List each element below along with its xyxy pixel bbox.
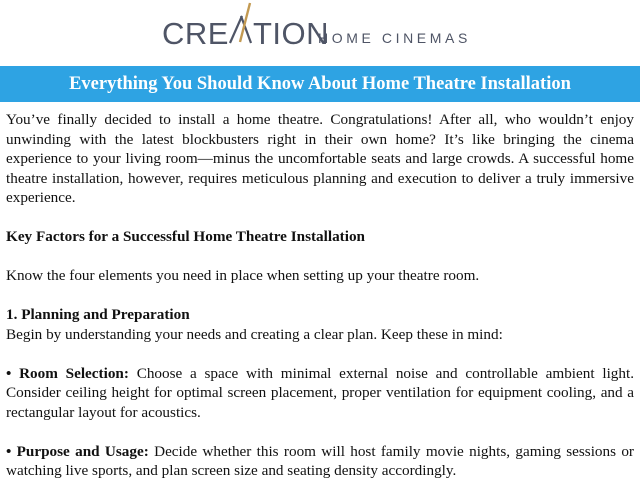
- logo-text-end: TION: [252, 16, 330, 51]
- bullet-text: Decide whether this room will host family movie nights, gaming sessions or watching live sports, and plan screen size and seating density accordingly.: [6, 442, 634, 479]
- bullet-room-selection: [6, 364, 634, 423]
- page-title: Everything You Should Know About Home Theatre Installation: [69, 73, 571, 94]
- key-factors-heading: Key Factors for a Successful Home Theatre Installation: [6, 228, 365, 245]
- key-factors-intro: Know the four elements you need in place when setting up your theatre room.: [6, 267, 480, 284]
- intro-paragraph: You’ve finally decided to install a home theatre. Congratulations! After all, who wouldn’t enjoy unwinding with the latest blockbusters right in their own home? It’s like bringing the cinema experience to your living room—minus the uncomfortable seats and large crowds. A successful home theatre installation, however, requires meticulous planning and execution to deliver a truly immersive experience.: [6, 111, 634, 206]
- title-banner: [0, 66, 640, 102]
- article-body: [6, 110, 634, 481]
- header: [0, 0, 640, 66]
- bullet-label: • Room Selection:: [6, 364, 129, 382]
- logo-wordmark[interactable]: [162, 16, 329, 49]
- section-heading-planning: 1. Planning and Preparation: [6, 306, 190, 323]
- logo-text-start: CRE: [162, 16, 229, 51]
- logo-a-icon: [229, 16, 253, 44]
- logo-tagline: HOME CINEMAS: [318, 30, 471, 46]
- bullet-text: Choose a space with minimal external noise and controllable ambient light. Consider ceiling height for optimal screen placement, proper ventilation for equipment cooling, and a rectangular layout for acoustics.: [6, 364, 634, 421]
- bullet-purpose-usage: [6, 442, 634, 481]
- bullet-label: • Purpose and Usage:: [6, 442, 149, 460]
- section-intro-planning: Begin by understanding your needs and creating a clear plan. Keep these in mind:: [6, 325, 503, 343]
